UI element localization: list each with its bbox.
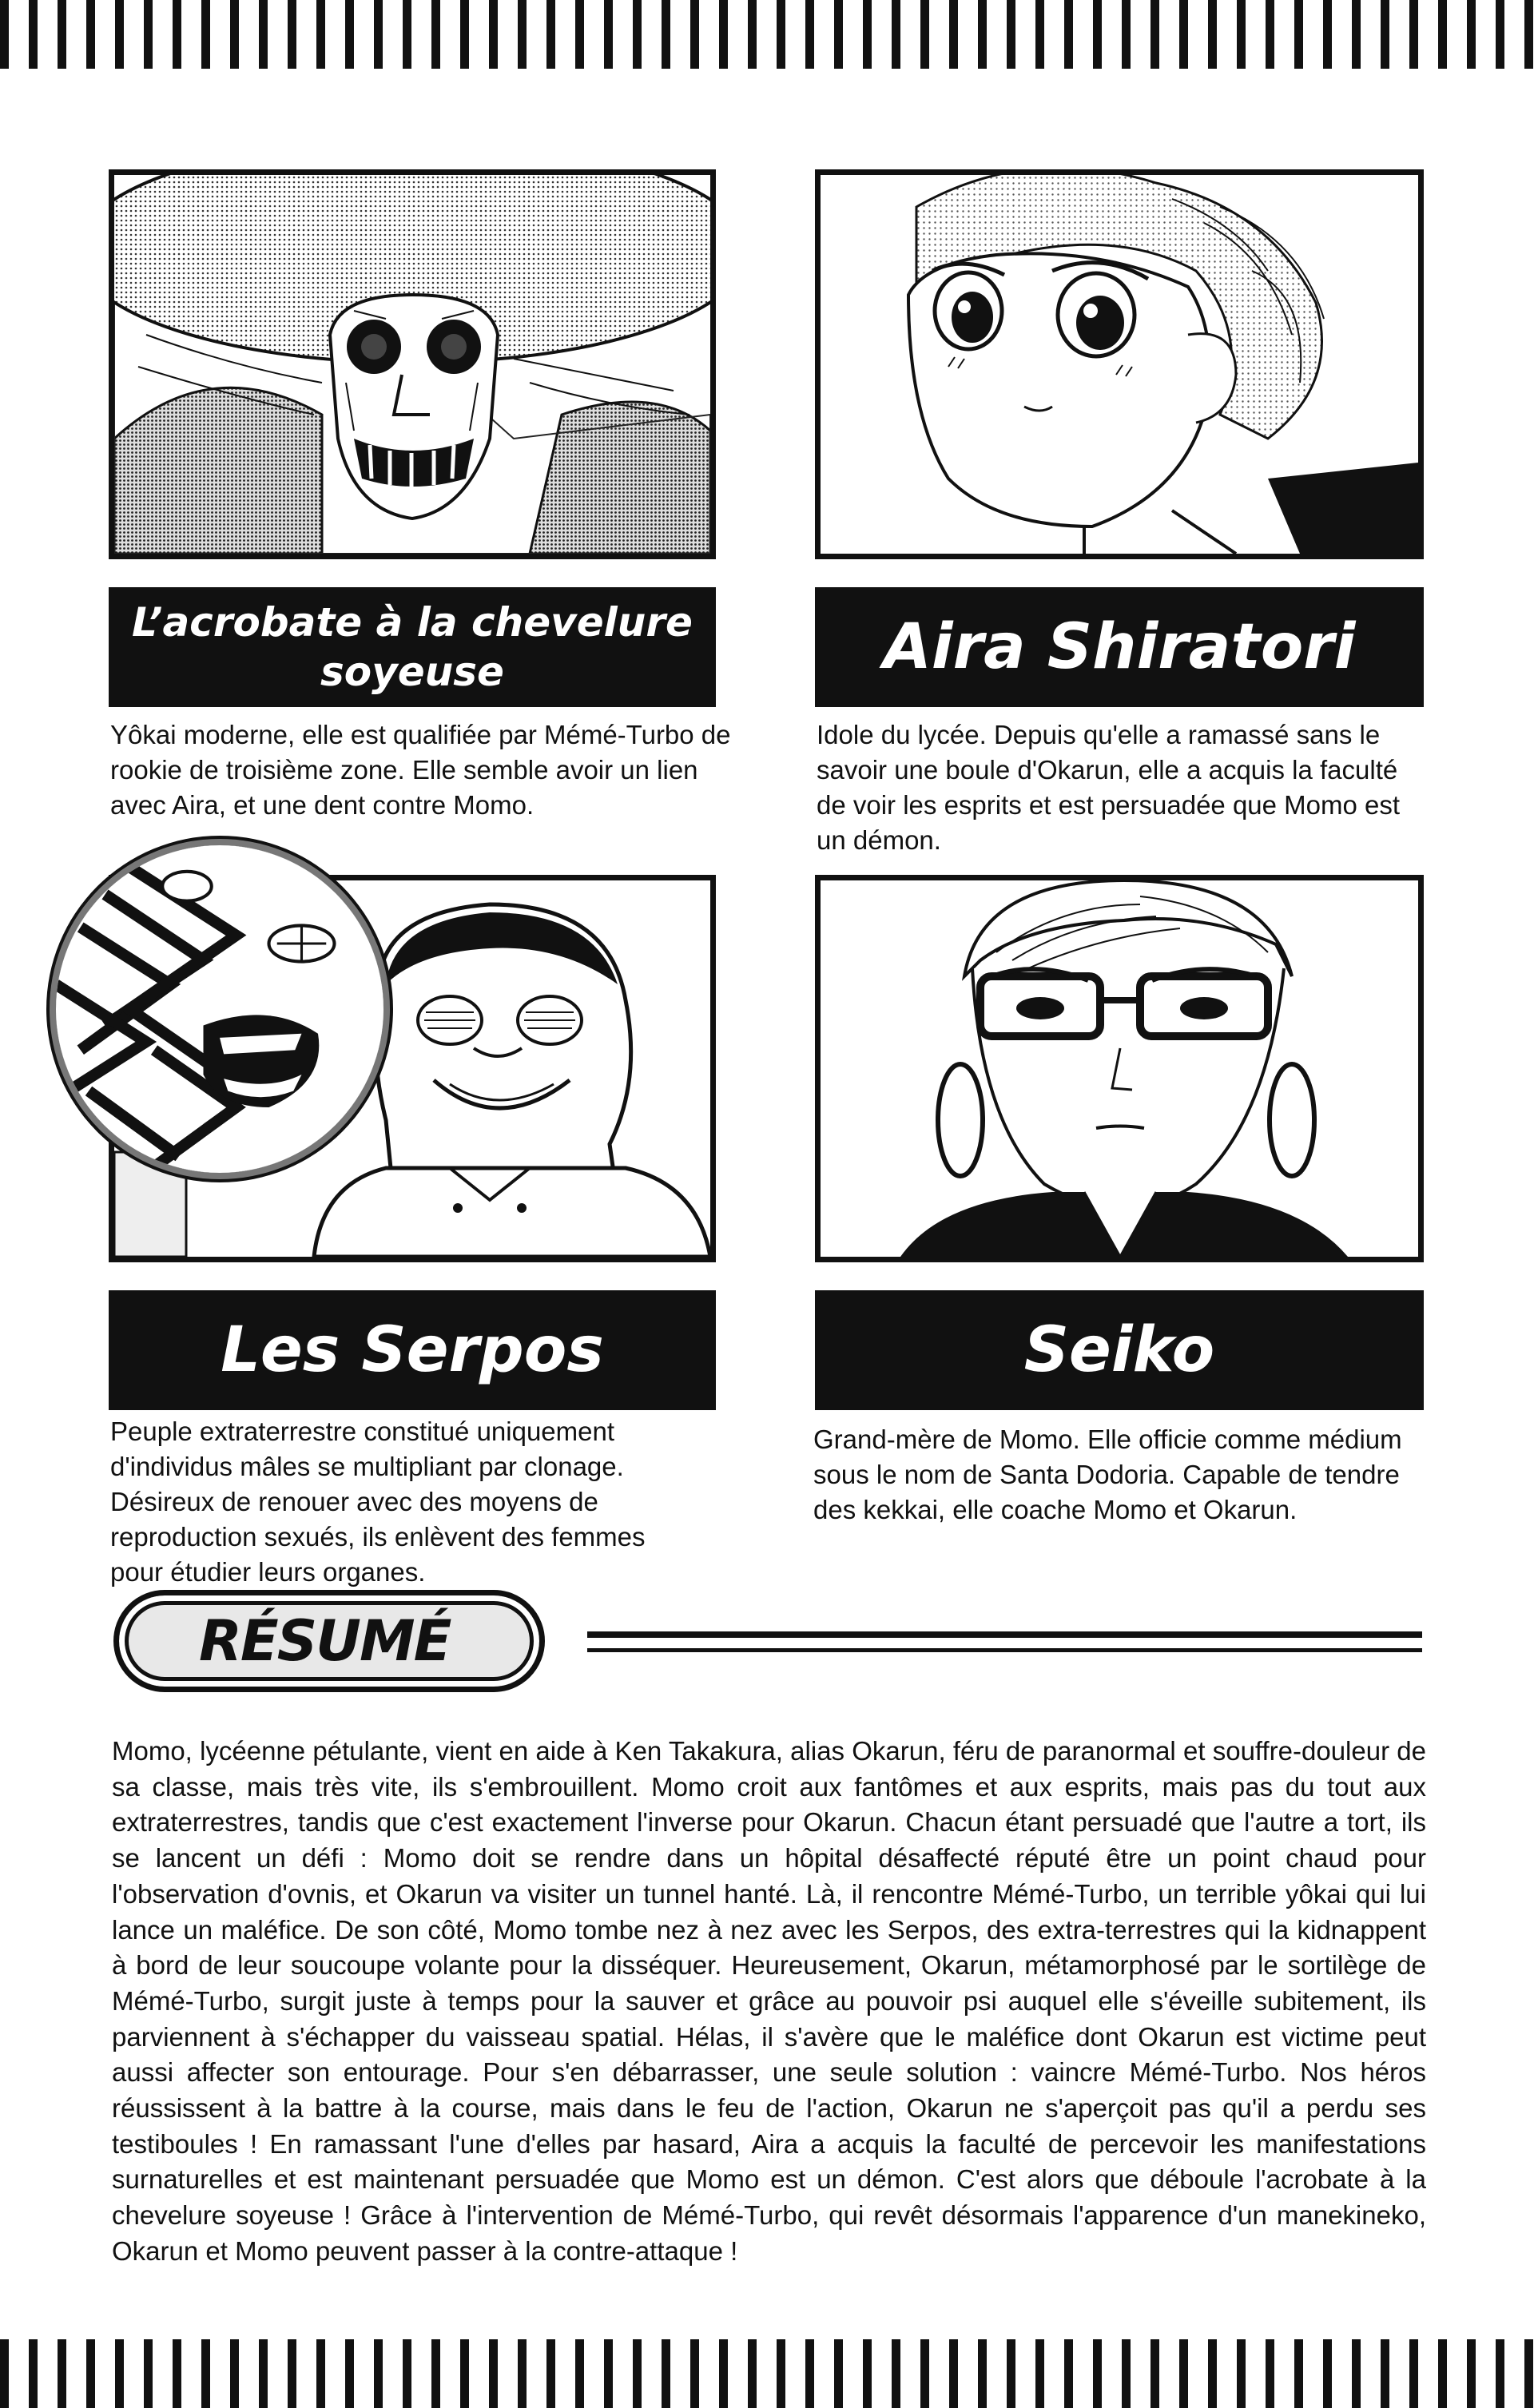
alien-circular-inset [50, 839, 390, 1179]
character-description-aira: Idole du lycée. Depuis qu'elle a ramassé sans le savoir une boule d'Okarun, elle a acquis la faculté de voir les esprits et est persuadée que Momo est un démon. [817, 720, 1401, 855]
character-name-aira: Aira Shiratori [815, 587, 1424, 707]
aira-portrait [815, 169, 1424, 559]
heading-rule-top [587, 1631, 1422, 1638]
character-name-seiko: Seiko [815, 1290, 1424, 1410]
summary-heading: RÉSUMÉ [199, 1608, 451, 1674]
heading-rule-bottom [587, 1648, 1422, 1652]
acrobat-portrait [109, 169, 716, 559]
character-name-acrobat: L’acrobate à la chevelure soyeuse [109, 587, 716, 707]
seiko-portrait [815, 875, 1424, 1262]
character-description-acrobat: Yôkai moderne, elle est qualifiée par Mémé-Turbo de rookie de troisième zone. Elle semble avoir un lien avec Aira, et une dent contre Momo. [110, 720, 731, 820]
character-description-serpos: Peuple extraterrestre constitué uniquement d'individus mâles se multipliant par clonage. Désireux de renouer avec des moyens de reproduction sexués, ils enlèvent des femmes pour étudier leurs organes. [110, 1417, 646, 1587]
character-description-seiko: Grand-mère de Momo. Elle officie comme médium sous le nom de Santa Dodoria. Capable de tendre des kekkai, elle coache Momo et Okarun. [813, 1425, 1402, 1524]
summary-text: Momo, lycéenne pétulante, vient en aide à Ken Takakura, alias Okarun, féru de paranormal et souffre-douleur de sa classe, mais très vite, ils s'embrouillent. Momo croit aux fantômes et aux esprits, mais pas du tout aux extraterrestres, tandis que c'est exactement l'inverse pour Okarun. Chacun étant persuadé que l'autre a tort, ils se lancent un défi : Momo doit se rendre dans un hôpital désaffecté réputé être un point chaud pour l'observation d'ovnis, et Okarun va visiter un tunnel hanté. Là, il rencontre Mémé-Turbo, un terrible yôkai qui lui lance un maléfice. De son côté, Momo tombe nez à nez avec les Serpos, des extra-terrestres qui la kidnappent à bord de leur soucoupe volante pour la disséquer. Heureusement, Okarun, métamorphosé par le sortilège de Mémé-Turbo, surgit juste à temps pour la sauver et grâce au pouvoir psi auquel elle s'éveille subitement, ils parviennent à s'échapper du vaisseau spatial. Hélas, il s'avère que le maléfice dont Okarun est victime peut aussi affecter son entourage. Pour s'en débarrasser, une seule solution : vaincre Mémé-Turbo. Nos héros réussissent à la battre à la course, mais dans le feu de l'action, Okarun ne s'aperçoit pas qu'il a perdu ses testiboules ! En ramassant l'une d'elles par hasard, Aira a acquis la faculté de percevoir les manifestations surnaturelles et est maintenant persuadée que Momo est un démon. C'est alors que déboule l'acrobate à la chevelure soyeuse ! Grâce à l'intervention de Mémé-Turbo, qui revêt désormais l'apparence d'un manekineko, Okarun et Momo peuvent passer à la contre-attaque ! [112, 1736, 1426, 2266]
character-name-serpos: Les Serpos [109, 1290, 716, 1410]
top-border-stripe [0, 0, 1534, 69]
summary-heading-badge [113, 1590, 545, 1692]
bottom-border-stripe [0, 2339, 1534, 2408]
